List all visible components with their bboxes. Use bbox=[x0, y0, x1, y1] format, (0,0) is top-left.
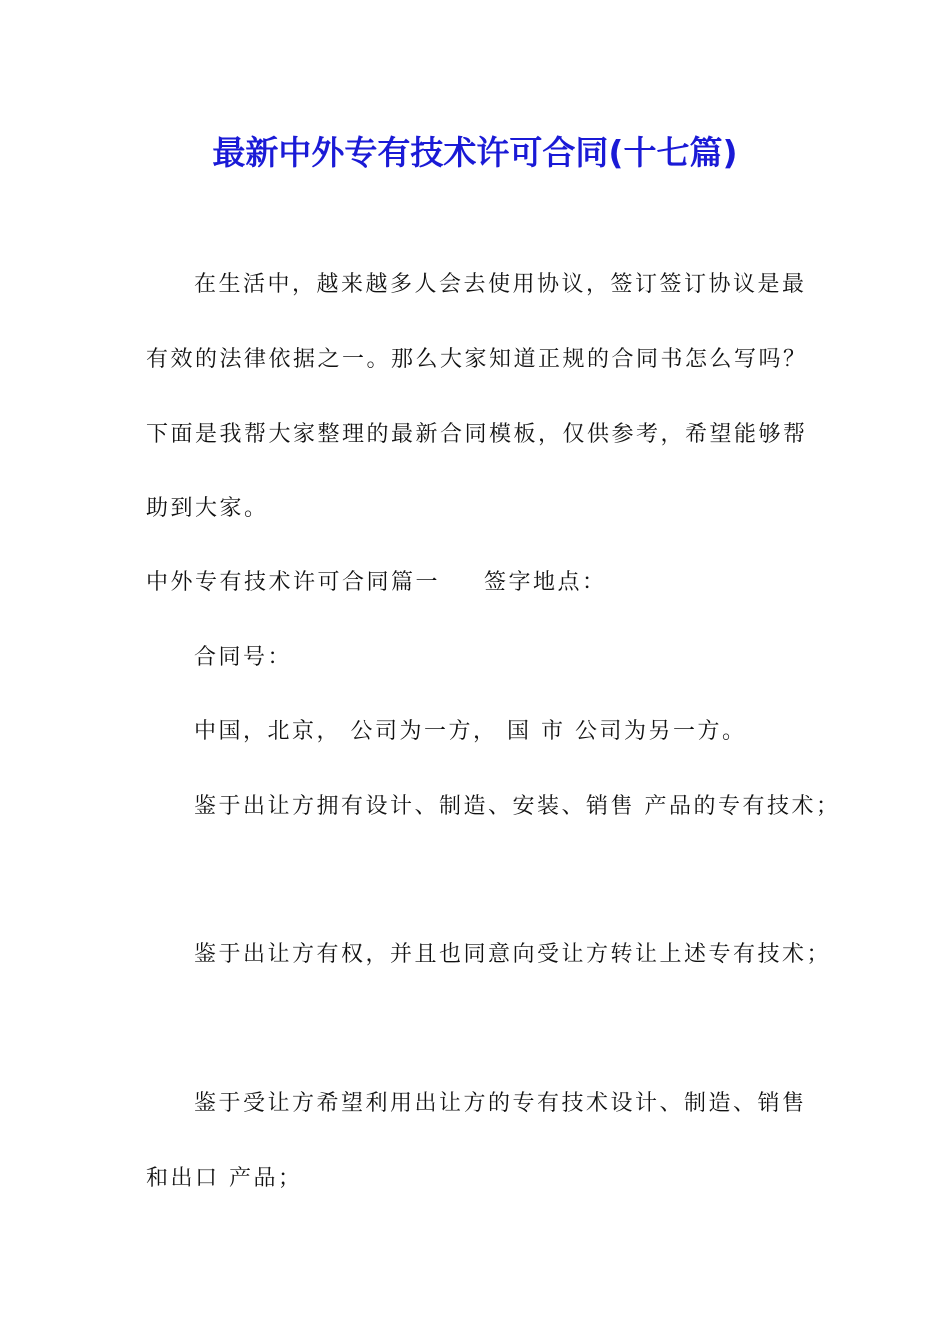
whereas-clause-3-line-1: 鉴于受让方希望利用出让方的专有技术设计、制造、销售 bbox=[194, 1091, 807, 1116]
contract-number-label: 合同号： bbox=[194, 645, 293, 670]
document-title: 最新中外专有技术许可合同(十七篇) bbox=[212, 133, 738, 172]
whereas-clause-1: 鉴于出让方拥有设计、制造、安装、销售 产品的专有技术； bbox=[194, 794, 841, 819]
signing-place-label: 签字地点： bbox=[484, 570, 607, 595]
intro-line-2: 有效的法律依据之一。那么大家知道正规的合同书怎么写吗？ bbox=[146, 347, 808, 372]
intro-line-1: 在生活中，越来越多人会去使用协议，签订签订协议是最 bbox=[194, 272, 807, 297]
intro-line-3: 下面是我帮大家整理的最新合同模板，仅供参考，希望能够帮 bbox=[146, 422, 808, 447]
whereas-clause-2: 鉴于出让方有权，并且也同意向受让方转让上述专有技术； bbox=[194, 942, 832, 967]
whereas-clause-3-line-2: 和出口 产品； bbox=[146, 1166, 303, 1191]
section-heading: 中外专有技术许可合同篇一 bbox=[146, 570, 441, 595]
section-heading-line bbox=[146, 568, 607, 598]
intro-line-4: 助到大家。 bbox=[146, 496, 269, 521]
parties-line: 中国，北京， 公司为一方， 国 市 公司为另一方。 bbox=[194, 719, 747, 744]
